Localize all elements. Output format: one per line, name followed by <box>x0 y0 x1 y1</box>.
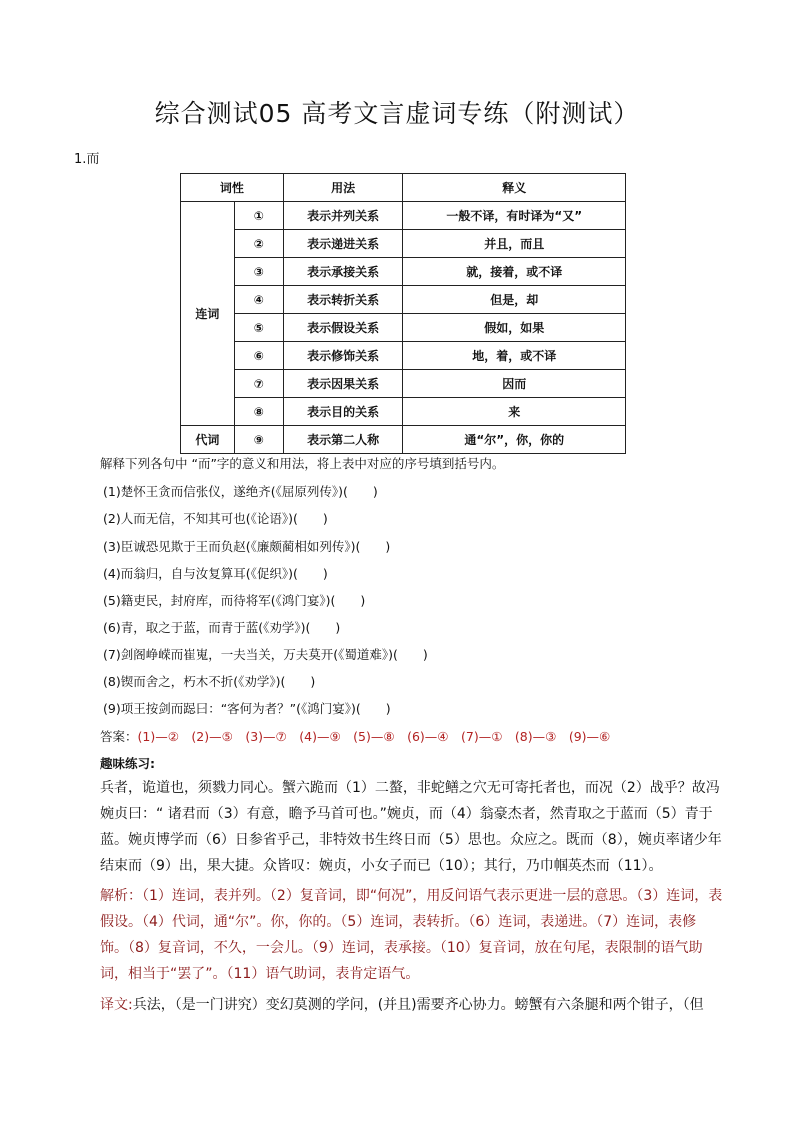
meaning-cell: 因而 <box>403 370 626 398</box>
meaning-cell: 并且，而且 <box>403 230 626 258</box>
question-item: (4)而翁归，自与汝复算耳(《促织》)( ) <box>103 566 328 581</box>
table-row <box>181 426 626 454</box>
pos-cell: 连词 <box>181 202 235 426</box>
passage-text: 兵者，诡道也，须戮力同心。蟹六跪而（1）二螯，非蛇鳝之穴无可寄托者也，而况（2）战乎？故冯婉贞曰：“ 诸君而（3）有意，瞻予马首可也。”婉贞，而（4）翁豪杰者，然青取之于蓝而（5）青于蓝。婉贞博学而（6）日参省乎己，非特效书生终日而（5）思也。众应之。既而（8），婉贞率诸少年结束而（9）出，果大捷。众皆叹：婉贞，小女子而已（10）；其行，乃巾帼英杰而（11）。 <box>100 780 722 874</box>
usage-cell: 表示第二人称 <box>283 426 403 454</box>
fun-practice-heading: 趣味练习: <box>100 756 155 771</box>
header-pos: 词性 <box>181 174 284 202</box>
header-meaning: 释义 <box>403 174 626 202</box>
answer-text: (1)—② (2)—⑤ (3)—⑦ (4)—⑨ (5)—⑧ (6)—④ (7)—① (8)—③ (9)—⑥ <box>137 729 611 744</box>
analysis-text: （1）连词，表并列。（2）复音词，即“何况”，用反问语气表示更进一层的意思。（3）连词，表假设。（4）代词，通“尔”。你，你的。（5）连词，表转折。（6）连词，表递进。（7）连词，表修饰。（8）复音词，不久，一会儿。（9）连词，表承接。（10）复音词，放在句尾，表限制的语气助词，相当于“罢了”。（11）语气助词，表肯定语气。 <box>100 888 723 982</box>
usage-cell: 表示转折关系 <box>283 286 403 314</box>
usage-cell: 表示因果关系 <box>283 370 403 398</box>
question-item: (6)青，取之于蓝，而青于蓝(《劝学》)( ) <box>103 620 341 635</box>
num-cell: ⑧ <box>234 398 283 426</box>
num-cell: ① <box>234 202 283 230</box>
header-usage: 用法 <box>283 174 403 202</box>
table-header-row <box>181 174 626 202</box>
meaning-cell: 就，接着，或不译 <box>403 258 626 286</box>
meaning-cell: 地，着，或不译 <box>403 342 626 370</box>
analysis-paragraph <box>100 883 724 987</box>
num-cell: ⑥ <box>234 342 283 370</box>
table-row <box>181 342 626 370</box>
translation-paragraph <box>100 992 724 1018</box>
table-row <box>181 202 626 230</box>
meaning-cell: 通“尔”，你，你的 <box>403 426 626 454</box>
section-heading: 1.而 <box>74 152 100 167</box>
meaning-cell: 但是，却 <box>403 286 626 314</box>
pos-cell: 代词 <box>181 426 235 454</box>
usage-table <box>180 173 626 454</box>
meaning-cell: 假如，如果 <box>403 314 626 342</box>
num-cell: ② <box>234 230 283 258</box>
answer-line <box>100 727 610 745</box>
answer-label: 答案： <box>100 729 138 744</box>
table-row <box>181 258 626 286</box>
analysis-label: 解析： <box>100 888 142 904</box>
usage-cell: 表示假设关系 <box>283 314 403 342</box>
question-item: (3)臣诚恐见欺于王而负赵(《廉颇蔺相如列传》)( ) <box>103 539 391 554</box>
table-row <box>181 314 626 342</box>
table-row <box>181 370 626 398</box>
usage-cell: 表示修饰关系 <box>283 342 403 370</box>
translation-label: 译文: <box>100 997 133 1013</box>
usage-cell: 表示并列关系 <box>283 202 403 230</box>
meaning-cell: 来 <box>403 398 626 426</box>
question-item: (8)锲而舍之，朽木不折(《劝学》)( ) <box>103 674 316 689</box>
translation-text: 兵法，（是一门讲究）变幻莫测的学问，(并且)需要齐心协力。螃蟹有六条腿和两个钳子，（但 <box>132 997 704 1013</box>
question-item: (9)项王按剑而跽曰：“客何为者？”(《鸿门宴》)( ) <box>103 701 391 716</box>
passage-paragraph <box>100 775 724 879</box>
question-item: (5)籍吏民，封府库，而待将军(《鸿门宴》)( ) <box>103 593 366 608</box>
num-cell: ④ <box>234 286 283 314</box>
question-item: (2)人而无信，不知其可也(《论语》)( ) <box>103 511 328 526</box>
table-row <box>181 286 626 314</box>
table-row <box>181 398 626 426</box>
question-item: (7)剑阁峥嵘而崔嵬，一夫当关，万夫莫开(《蜀道难》)( ) <box>103 647 428 662</box>
num-cell: ⑨ <box>234 426 283 454</box>
usage-cell: 表示目的关系 <box>283 398 403 426</box>
num-cell: ⑤ <box>234 314 283 342</box>
page-title: 综合测试05 高考文言虚词专练（附测试） <box>154 99 640 128</box>
meaning-cell: 一般不译，有时译为“又” <box>403 202 626 230</box>
instruction-text: 解释下列各句中 “而”字的意义和用法，将上表中对应的序号填到括号内。 <box>100 456 505 471</box>
usage-cell: 表示承接关系 <box>283 258 403 286</box>
table-row <box>181 230 626 258</box>
num-cell: ⑦ <box>234 370 283 398</box>
num-cell: ③ <box>234 258 283 286</box>
question-item: (1)楚怀王贪而信张仪，遂绝齐(《屈原列传》)( ) <box>103 484 378 499</box>
usage-cell: 表示递进关系 <box>283 230 403 258</box>
